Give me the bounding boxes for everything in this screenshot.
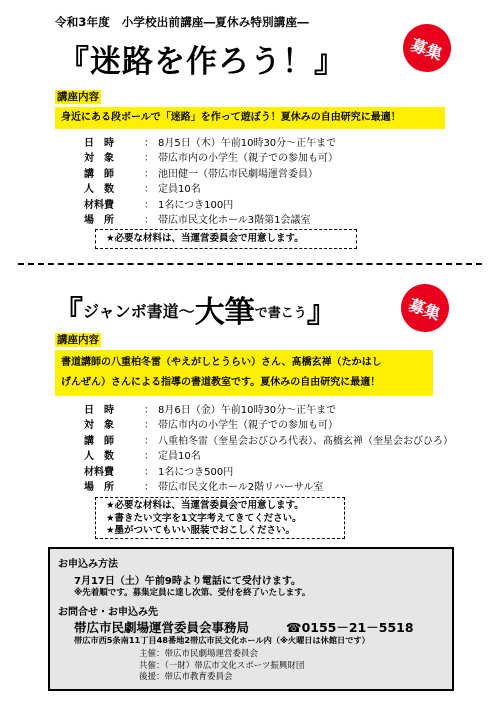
address: 帯広市西5条南11丁目48番地2帯広市民文化ホール内（※火曜日は休館日です） (74, 635, 370, 645)
contact-heading: お問合せ・お申込み先 (58, 607, 158, 618)
event1-title: 『迷路を作ろう！』 (58, 44, 346, 80)
detail-key: 人 数 (84, 451, 114, 463)
detail-colon: ： (144, 184, 154, 196)
detail-colon: ： (144, 420, 154, 432)
event2-details (84, 403, 453, 495)
apply-line-1: 7月17日（土）午前9時より電話にて受付けます。 (74, 576, 302, 587)
event1-highlight: 身近にある段ボールで「迷路」を作って遊ぼう！夏休みの自由研究に最適！ (55, 107, 445, 129)
detail-key: 場 所 (84, 215, 114, 227)
detail-value: 定員10名 (158, 184, 201, 196)
event1-section-label: 講座内容 (57, 91, 99, 103)
recruit-badge: 募集 (396, 17, 458, 79)
event2-title (53, 287, 337, 331)
event2-title-pre: ジャンボ書道～ (83, 302, 195, 321)
detail-colon: ： (144, 435, 154, 447)
detail-row (84, 151, 338, 166)
detail-value: 定員10名 (158, 451, 201, 463)
detail-key: 日 時 (84, 138, 114, 149)
detail-value: 8月5日（木）午前10時30分～正午まで (158, 138, 337, 149)
detail-key: 対 象 (84, 420, 114, 432)
detail-key: 対 象 (84, 153, 114, 165)
detail-colon: ： (144, 199, 154, 211)
detail-row (84, 434, 453, 449)
event2-highlight-line-1: 書道講師の八重柏冬雷（やえがしとうらい）さん、髙橋玄禅（たかはし (61, 357, 382, 368)
detail-value: 帯広市内の小学生（親子での参加も可） (158, 420, 338, 432)
detail-value: 八重柏冬雷（奎星会おびひろ代表）、髙橋玄禅（奎星会おびひろ） (158, 435, 453, 447)
detail-row (84, 418, 453, 433)
detail-key: 材料費 (84, 199, 114, 211)
event2-note: ★書きたい文字を1文字考えてきてください。 (106, 512, 302, 524)
detail-value: 1名につき100円 (158, 199, 234, 211)
org-name: 帯広市民劇場運営委員会事務局 (74, 620, 250, 635)
event2-notes-box (95, 497, 345, 539)
detail-key: 人 数 (84, 184, 114, 196)
detail-colon: ： (144, 138, 154, 149)
detail-row (84, 465, 453, 480)
detail-key: 日 時 (84, 405, 114, 416)
detail-key: 講 師 (84, 168, 114, 180)
event1-note: ★必要な材料は、当運営委員会で用意します。 (106, 233, 304, 244)
recruit-badge-2: 募集 (394, 277, 456, 339)
event2-section-label: 講座内容 (57, 334, 99, 346)
event2-title-open: 『 (53, 295, 83, 330)
detail-colon: ： (144, 405, 154, 416)
sponsor-line: 主催：帯広市民劇場運営委員会 (139, 649, 259, 659)
phone-number: ☎0155－21－5518 (286, 620, 414, 635)
page-header: 令和3年度 小学校出前講座―夏休み特別講座― (55, 15, 309, 29)
event2-note: ★必要な材料は、当運営委員会で用意します。 (106, 500, 304, 511)
detail-value: 帯広市民文化ホール3階第1会議室 (158, 215, 311, 227)
detail-colon: ： (144, 451, 154, 463)
detail-row (84, 198, 338, 213)
detail-value: 1名につき500円 (158, 466, 234, 478)
sponsor-line: 後援：帯広市教育委員会 (139, 672, 233, 682)
detail-key: 講 師 (84, 435, 114, 447)
event2-note: ★墨がついてもいい服装でおこしください。 (106, 525, 296, 536)
detail-value: 8月6日（金）午前10時30分～正午まで (158, 405, 337, 416)
detail-key: 材料費 (84, 466, 114, 478)
detail-row (84, 182, 338, 197)
event1-details (84, 136, 338, 228)
apply-heading: お申込み方法 (58, 559, 118, 570)
detail-row (84, 136, 338, 151)
detail-row (84, 449, 453, 464)
detail-value: 帯広市内の小学生（親子での参加も可） (158, 153, 338, 165)
detail-colon: ： (144, 466, 154, 478)
event1-notes-box (95, 229, 357, 249)
detail-row (84, 403, 453, 418)
info-box (48, 547, 454, 691)
detail-value: 帯広市民文化ホール2階リハーサル室 (158, 482, 324, 494)
detail-colon: ： (144, 482, 154, 494)
event2-highlight (55, 350, 433, 396)
detail-colon: ： (144, 153, 154, 165)
detail-colon: ： (144, 215, 154, 227)
sponsors (139, 649, 304, 684)
event2-title-big: 大筆 (194, 295, 255, 330)
apply-line-2: ※先着順です。募集定員に達し次第、受付を終了いたします。 (74, 588, 311, 598)
section-divider (18, 263, 482, 265)
event2-highlight-line-2: げんぜん）さんによる指導の書道教室です。夏休みの自由研究に最適！ (61, 377, 381, 388)
detail-colon: ： (144, 168, 154, 180)
detail-value: 池田健一（帯広市民劇場運営委員） (158, 168, 318, 180)
detail-row (84, 213, 338, 228)
event2-title-close: 』 (306, 295, 337, 330)
sponsor-line: 共催：（一財）帯広市文化スポーツ振興財団 (139, 660, 305, 671)
event2-title-post: で書こう (254, 306, 307, 321)
detail-row (84, 480, 453, 495)
detail-row (84, 167, 338, 182)
detail-key: 場 所 (84, 482, 114, 494)
